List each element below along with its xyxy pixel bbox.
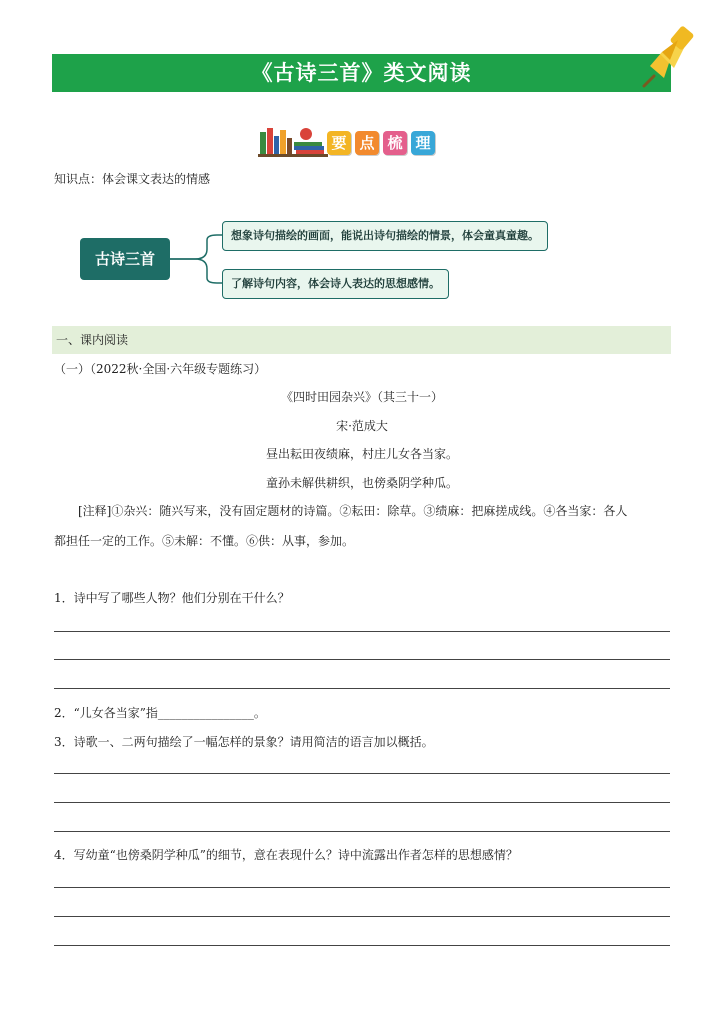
section-tag: 梳 [383,131,407,155]
question: 4．写幼童“也傍桑阴学种瓜”的细节，意在表现什么？诗中流露出作者怎样的思想感情？ [54,848,518,862]
section-tags [327,131,435,157]
poem-notes: 都担任一定的工作。⑤未解：不懂。⑥供：从事，参加。 [54,534,355,548]
answer-line[interactable] [54,887,670,888]
answer-line[interactable] [54,688,670,689]
poem-line: 昼出耘田夜绩麻，村庄儿女各当家。 [265,447,458,461]
pushpin-icon [640,26,696,88]
question: 3．诗歌一、二两句描绘了一幅怎样的景象？请用简洁的语言加以概括。 [54,735,434,749]
answer-line[interactable] [54,631,670,632]
knowledge-point: 知识点：体会课文表达的情感 [54,172,211,186]
section-tag: 要 [327,131,351,155]
mindmap-branch: 想象诗句描绘的画面，能说出诗句描绘的情景，体会童真童趣。 [222,221,548,251]
mindmap-root: 古诗三首 [80,238,170,280]
question-source: （一）（2022秋·全国·六年级专题练习） [54,362,267,376]
poem-title: 《四时田园杂兴》（其三十一） [280,390,443,404]
poem-notes: [注释]①杂兴：随兴写来，没有固定题材的诗篇。②耘田：除草。③绩麻：把麻搓成线。④各当家：各人 [78,504,628,518]
answer-line[interactable] [54,831,670,832]
poem-line: 童孙未解供耕织，也傍桑阴学种瓜。 [265,476,458,490]
books-icon [258,124,328,158]
question: 2．“儿女各当家”指________________。 [54,706,266,720]
section-tag: 理 [411,131,435,155]
poem-author: 宋·范成大 [336,419,388,433]
answer-line[interactable] [54,945,670,946]
section-tag: 点 [355,131,379,155]
mindmap-branch: 了解诗句内容，体会诗人表达的思想感情。 [222,269,449,299]
answer-line[interactable] [54,659,670,660]
answer-line[interactable] [54,802,670,803]
question: 1．诗中写了哪些人物？他们分别在干什么？ [54,591,290,605]
part-heading: 一、课内阅读 [52,326,671,354]
page-title: 《古诗三首》类文阅读 [52,54,671,92]
answer-line[interactable] [54,773,670,774]
answer-line[interactable] [54,916,670,917]
